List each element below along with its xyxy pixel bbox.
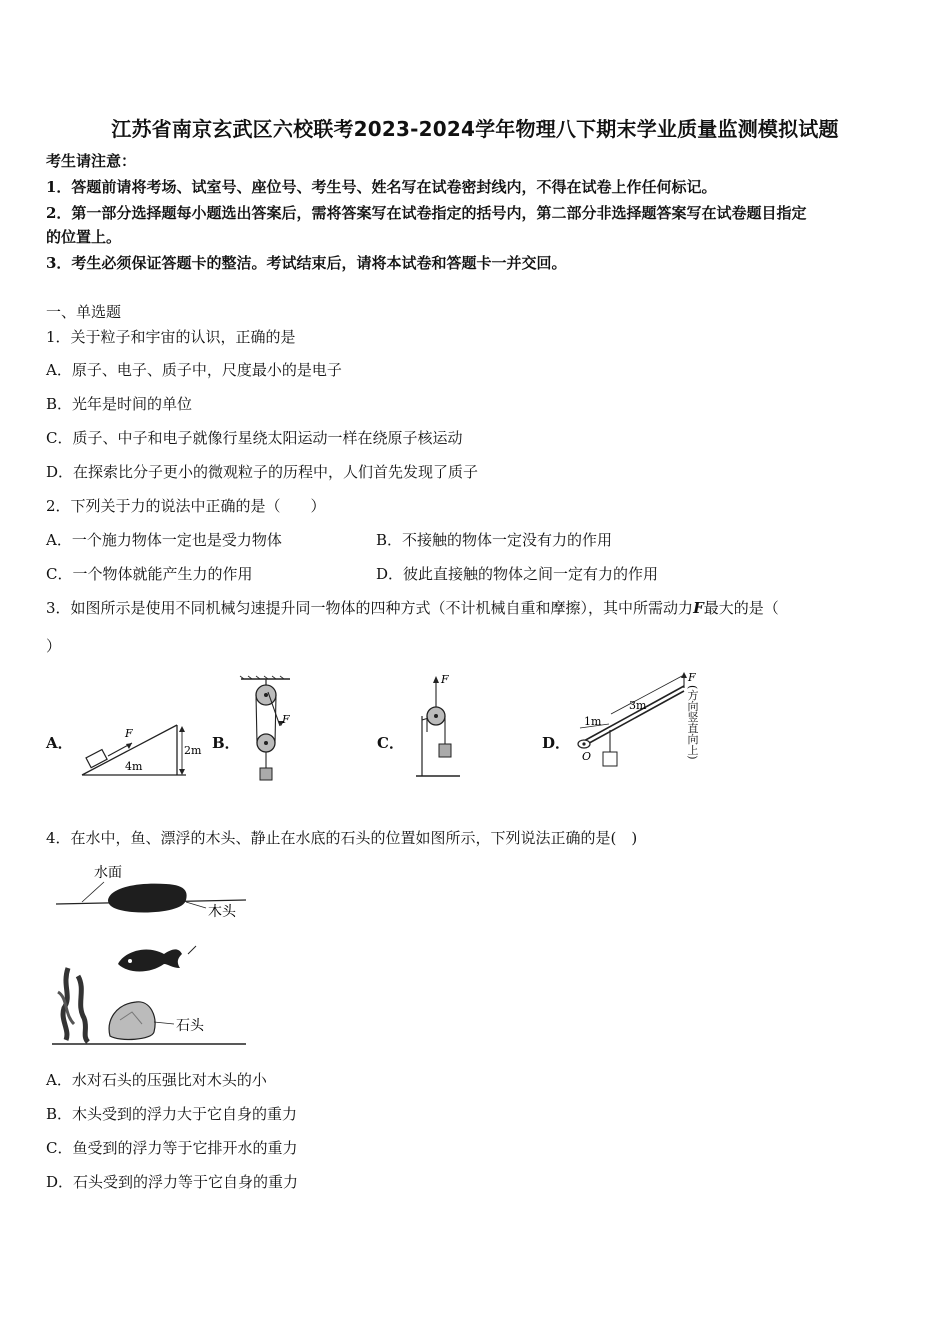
question-1-stem: 1．关于粒子和宇宙的认识，正确的是 xyxy=(46,328,296,346)
q4-option-d: D．石头受到的浮力等于它自身的重力 xyxy=(46,1173,299,1191)
height-label: 2m xyxy=(184,744,202,757)
q4-option-c: C．鱼受到的浮力等于它排开水的重力 xyxy=(46,1139,298,1157)
q2-option-a: A．一个施力物体一定也是受力物体 xyxy=(46,531,282,549)
short-arm-label: 1m xyxy=(584,715,602,728)
slope-length-label: 4m xyxy=(125,760,143,773)
section-heading: 一、单选题 xyxy=(46,303,122,321)
q3-stem-text: 3．如图所示是使用不同机械匀速提升同一物体的四种方式（不计机械自重和摩擦），其中所需动力 xyxy=(46,599,694,617)
notice-item: 2．第一部分选择题每小题选出答案后，需将答案写在试卷指定的括号内，第二部分非选择题答案写在试卷题目指定 xyxy=(46,204,807,222)
notice-heading: 考生请注意： xyxy=(46,152,137,170)
figure-a-incline xyxy=(80,718,202,780)
question-4-stem: 4．在水中，鱼、漂浮的木头、静止在水底的石头的位置如图所示，下列说法正确的是( ) xyxy=(46,829,638,847)
fish xyxy=(118,949,182,971)
q1-option-d: D．在探索比分子更小的微观粒子的历程中，人们首先发现了质子 xyxy=(46,463,479,481)
block-a xyxy=(86,750,107,768)
figure-q4-water-scene xyxy=(46,858,258,1053)
q3-label-d: D． xyxy=(542,734,571,752)
q3-label-a: A． xyxy=(46,734,73,752)
weight-d xyxy=(603,752,617,766)
pivot-label: O xyxy=(582,750,592,763)
exam-title: 江苏省南京玄武区六校联考2023-2024学年物理八下期末学业质量监测模拟试题 xyxy=(111,117,839,141)
q1-option-a: A．原子、电子、质子中，尺度最小的是电子 xyxy=(46,361,342,379)
q3-stem-line2: ） xyxy=(46,637,62,655)
stone-label: 石头 xyxy=(176,1018,204,1034)
notice-item: 的位置上。 xyxy=(46,228,122,246)
water-surface-label: 水面 xyxy=(94,865,122,881)
force-label: F xyxy=(441,673,449,686)
q3-stem-tail: 最大的是（ xyxy=(703,599,779,617)
wood-log xyxy=(108,884,187,913)
q3-label-b: B． xyxy=(212,734,240,752)
q1-option-b: B．光年是时间的单位 xyxy=(46,395,193,413)
figure-c-fixed-pulley xyxy=(408,672,464,782)
q1-option-c: C．质子、中子和电子就像行星绕太阳运动一样在绕原子核运动 xyxy=(46,429,463,447)
weight-b xyxy=(260,768,272,780)
force-label: F xyxy=(688,671,696,684)
q2-option-c: C．一个物体就能产生力的作用 xyxy=(46,565,253,583)
q3-stem-var: F xyxy=(693,599,704,617)
stone xyxy=(109,1002,155,1040)
weight-c xyxy=(439,744,451,757)
q2-option-b: B．不接触的物体一定没有力的作用 xyxy=(376,531,613,549)
force-label: F xyxy=(125,727,133,740)
long-arm-label: 3m xyxy=(629,699,647,712)
notice-item: 1．答题前请将考场、试室号、座位号、考生号、姓名写在试卷密封线内，不得在试卷上作任何标记。 xyxy=(46,178,717,196)
figure-b-pulley-block xyxy=(238,676,298,786)
q4-option-b: B．木头受到的浮力大于它自身的重力 xyxy=(46,1105,298,1123)
q4-option-a: A．水对石头的压强比对木头的小 xyxy=(46,1071,267,1089)
q2-option-d: D．彼此直接触的物体之间一定有力的作用 xyxy=(376,565,659,583)
wood-label: 木头 xyxy=(208,904,236,920)
question-3-stem xyxy=(46,598,779,618)
notice-item: 3．考生必须保证答题卡的整洁。考试结束后，请将本试卷和答题卡一并交回。 xyxy=(46,254,567,272)
question-2-stem: 2．下列关于力的说法中正确的是（ ） xyxy=(46,497,326,515)
force-label: F xyxy=(282,713,290,726)
direction-note: (方向竖直向上) xyxy=(686,685,699,760)
q3-label-c: C． xyxy=(377,734,404,752)
